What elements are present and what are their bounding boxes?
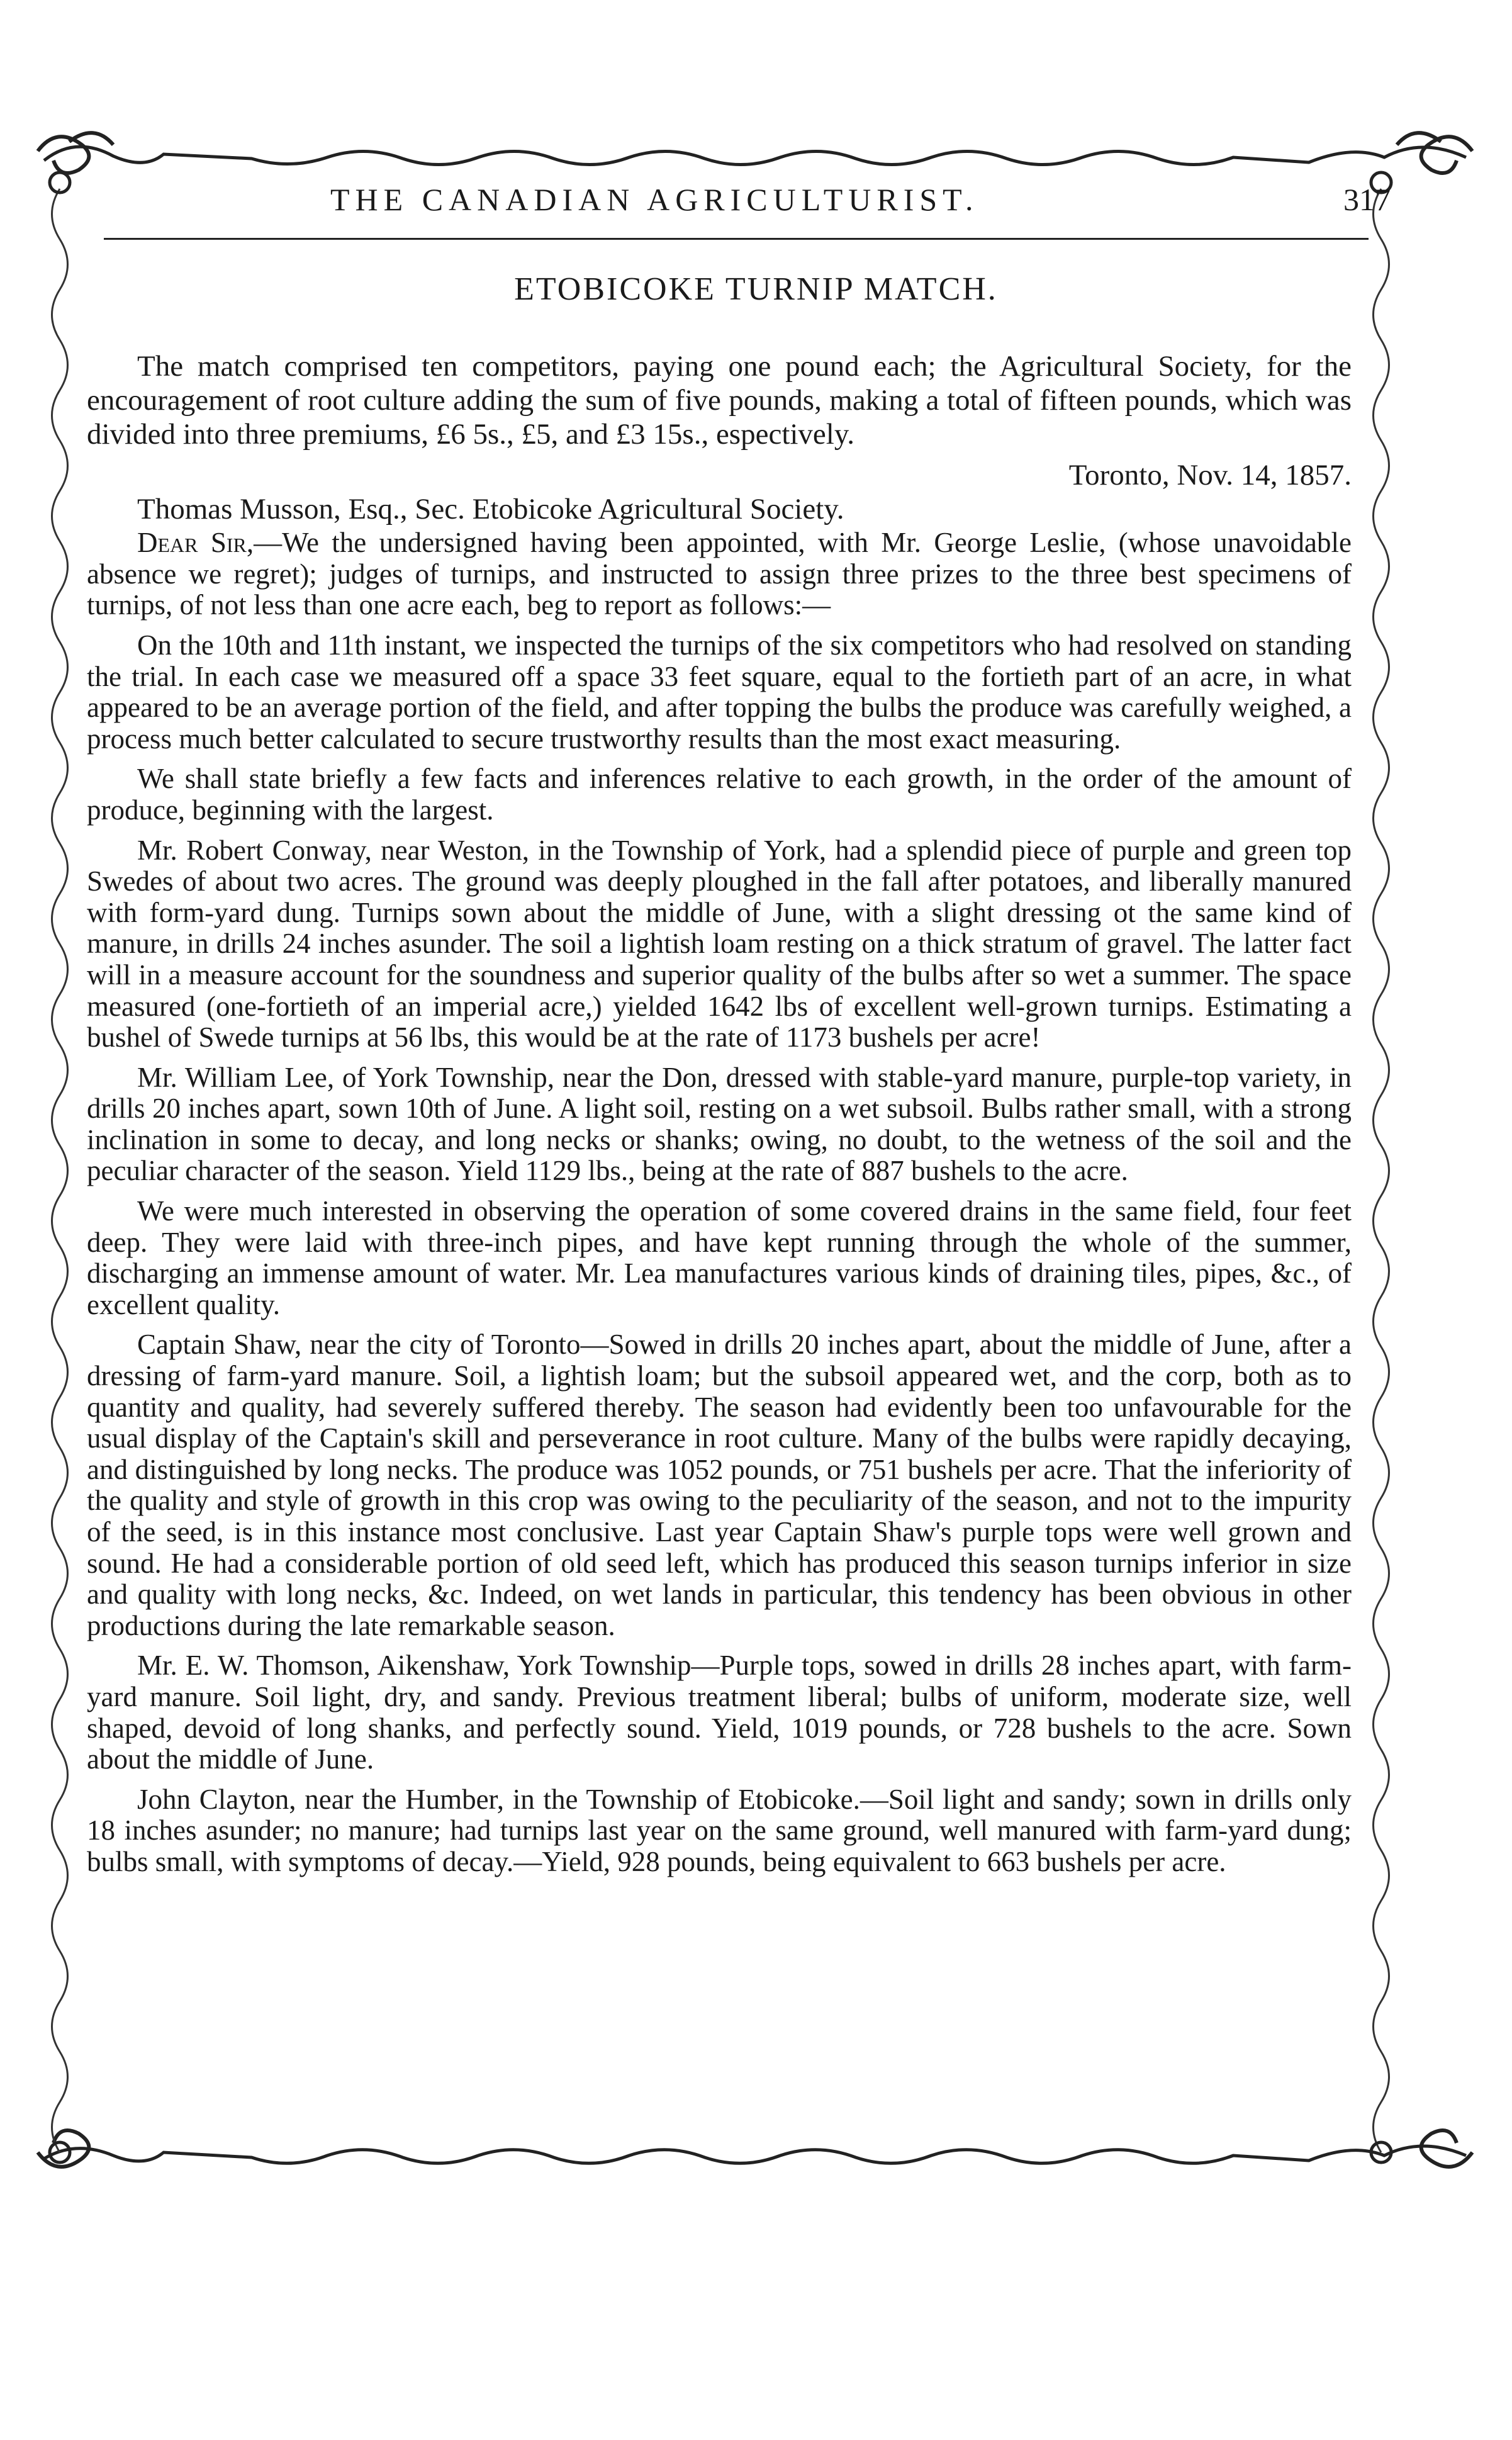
drains-paragraph: We were much interested in observing the operation of some covered drains in the same field, four feet deep. They were laid with three-inch pipes, and have kept running through the whole of the summer, discharging an immense amount of water. Mr. Lea manufactures various kinds of draining tiles, pipes, &c., of excellent quality.: [87, 1195, 1352, 1320]
bottom-flourish: [44, 2146, 1466, 2163]
lee-paragraph: Mr. William Lee, of York Township, near the Don, dressed with stable-yard manure, purple-top variety, in drills 20 inches apart, sown 10th of June. A light soil, resting on a wet subsoil. Bulbs rather small, with a strong inclination in some to decay, and long necks or shanks; owing, no doubt, to the wetness of the soil and the peculiar character of the season. Yield 1129 lbs., being at the rate of 887 bushels to the acre.: [87, 1061, 1352, 1187]
journal-title: THE CANADIAN AGRICULTURIST.: [330, 182, 979, 217]
header-rule: [104, 238, 1369, 240]
top-left-scroll: [38, 133, 113, 173]
shaw-paragraph: Captain Shaw, near the city of Toronto—Sowed in drills 20 inches apart, about the middle of June, after a dressing of farm-yard manure. Soil, a lightish loam; but the subsoil appeared wet, and the corp, both as to quantity and quality, had severely suffered thereby. The season had evidently been too unfavourable for the usual display of the Captain's skill and perseverance in root culture. Many of the bulbs were rapidly decaying, and distinguished by long necks. The produce was 1052 pounds, or 751 bushels per acre. That the inferiority of the quality and style of growth in this crop was owing to the peculiarity of the season, and not to the impurity of the seed, is in this instance most conclusive. Last year Captain Shaw's purple tops were well grown and sound. He had a considerable portion of old seed left, which has produced this season turnips inferior in size and quality with long necks, &c. Indeed, on wet lands in particular, this tendency has been obvious in other productions during the late remarkable season.: [87, 1329, 1352, 1641]
intro-paragraph: The match comprised ten competitors, paying one pound each; the Agricultural Society, for the encouragement of root culture adding the sum of five pounds, making a total of fifteen pounds, which was divided into three premiums, £6 5s., £5, and £3 15s., espectively.: [87, 350, 1352, 451]
right-wavy-border: [1374, 189, 1389, 2152]
page-number: 317: [1343, 182, 1391, 217]
conway-paragraph: Mr. Robert Conway, near Weston, in the Township of York, had a splendid piece of purple and green top Swedes of about two acres. The ground was deeply ploughed in the fall after potatoes, and liberally manured with form-yard dung. Turnips sown about the middle of June, with a slight dressing ot the same kind of manure, in drills 24 inches asunder. The soil a lightish loam resting on a thick stratum of gravel. The latter fact will in a measure account for the soundness and superior quality of the bulbs after so wet a summer. The space measured (one-fortieth of an imperial acre,) yielded 1642 lbs of excellent well-grown turnips. Estimating a bushel of Swede turnips at 56 lbs, this would be at the rate of 1173 bushels per acre!: [87, 834, 1352, 1054]
top-flourish: [44, 147, 1466, 164]
inspection-paragraph: On the 10th and 11th instant, we inspected the turnips of the six competitors who had resolved on standing the trial. In each case we measured off a space 33 feet square, equal to the fortieth part of an acre, in what appeared to be an average portion of the field, and after topping the bulbs the produce was carefully weighed, a process much better calculated to secure trustworthy results than the most exact measuring.: [87, 629, 1352, 755]
addressee: Thomas Musson, Esq., Sec. Etobicoke Agricultural Society.: [137, 492, 844, 526]
running-head: [107, 176, 1406, 233]
thomson-paragraph: Mr. E. W. Thomson, Aikenshaw, York Township—Purple tops, sowed in drills 28 inches apart, with farm-yard manure. Soil light, dry, and sandy. Previous treatment liberal; bulbs of uniform, moderate size, well shaped, devoid of long shanks, and perfectly sound. Yield, 1019 pounds, or 728 bushels to the acre. Sown about the middle of June.: [87, 1650, 1352, 1775]
dateline: Toronto, Nov. 14, 1857.: [1068, 459, 1352, 492]
order-paragraph: We shall state briefly a few facts and inferences relative to each growth, in the order of the amount of produce, beginning with the largest.: [87, 763, 1352, 826]
letter-opening-text: —We the undersigned having been appointed, with Mr. George Leslie, (whose unavoidable absence we regret); judges of turnips, and instructed to assign three prizes to the three best specimens of turnips, of not less than one acre each, beg to report as follows:—: [87, 527, 1352, 621]
letter-opening-paragraph: [87, 527, 1352, 621]
salutation: Dear Sir,: [137, 527, 254, 559]
clayton-paragraph: John Clayton, near the Humber, in the Township of Etobicoke.—Soil light and sandy; sown in drills only 18 inches asunder; no manure; had turnips last year on the same ground, well manured with farm-yard dung; bulbs small, with symptoms of decay.—Yield, 928 pounds, being equivalent to 663 bushels per acre.: [87, 1783, 1352, 1877]
left-wavy-border: [52, 189, 68, 2152]
article-body: [87, 349, 1352, 1878]
top-right-scroll: [1397, 133, 1472, 173]
article-title: ETOBICOKE TURNIP MATCH.: [514, 271, 998, 307]
